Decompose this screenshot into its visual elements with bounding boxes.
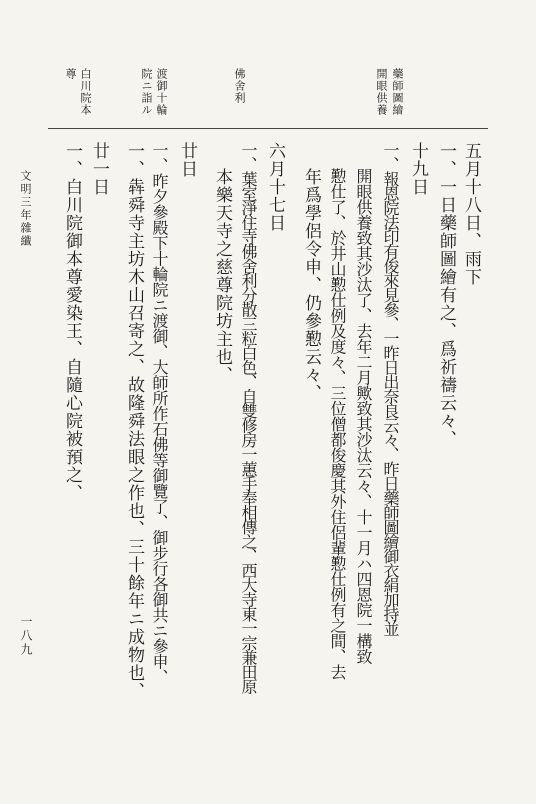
text-line-15: 一、白川院御本尊愛染王、自隨心院被預之、 xyxy=(62,142,82,502)
text-line-8: 六月十七日 xyxy=(265,142,285,232)
text-line-5: 開眼供養致其沙汰了、去年二月歟致其沙汰云々、十一月ハ四恩院一構致 xyxy=(354,168,373,664)
page-number: 一八九 xyxy=(19,615,33,657)
text-line-10: 本樂天寺之慈尊院坊主也、 xyxy=(212,168,232,384)
text-line-3: 十九日 xyxy=(408,142,428,196)
margin-note-3: 佛舍利 xyxy=(233,68,246,104)
margin-note-5: 院ニ詣ル xyxy=(140,68,153,116)
margin-note-7: 尊 xyxy=(64,68,77,80)
margin-note-1: 藥師圖繪 xyxy=(391,68,404,116)
margin-note-2: 開眼供養 xyxy=(375,68,388,116)
text-line-2: 一、一日藥師圖繪有之、爲祈禱云々、 xyxy=(436,142,456,448)
text-line-12: 一、昨夕參殿下十輪院ニ渡御、大師所作石佛等御覽了、御步行各御共ニ參申、 xyxy=(150,142,169,685)
running-head: 文明三年雜纖 xyxy=(19,170,32,248)
header-rule xyxy=(48,128,488,129)
text-line-7: 年爲學侶令申、仍參懃云々、 xyxy=(301,168,321,402)
text-line-13: 一、犇舜寺主坊木山召寄之、故隆舜法眼之作也、三十餘年ニ成物也、 xyxy=(124,142,144,700)
text-line-11: 廿日 xyxy=(177,142,197,178)
text-line-6: 懃仕了、於井山懃仕例及度々、三位僧都俊慶其外住侶輩懃仕例有之間、去 xyxy=(328,168,347,680)
text-line-1: 五月十八日、雨下 xyxy=(461,142,481,286)
margin-note-6: 白川院本 xyxy=(79,68,92,116)
margin-note-4: 渡御十輪 xyxy=(155,68,168,116)
text-line-14: 廿一日 xyxy=(89,142,109,196)
text-line-9: 一、葉室淨住寺佛舍利分散三粒白色、自雙修房一蕙手奉相傳之、西大寺東一宗兼田原 xyxy=(239,142,258,693)
text-line-4: 一、報恩院法印有俊來見參、一昨日出奈良云々、昨日藥師圖繪御衣絹加持並 xyxy=(381,142,400,635)
